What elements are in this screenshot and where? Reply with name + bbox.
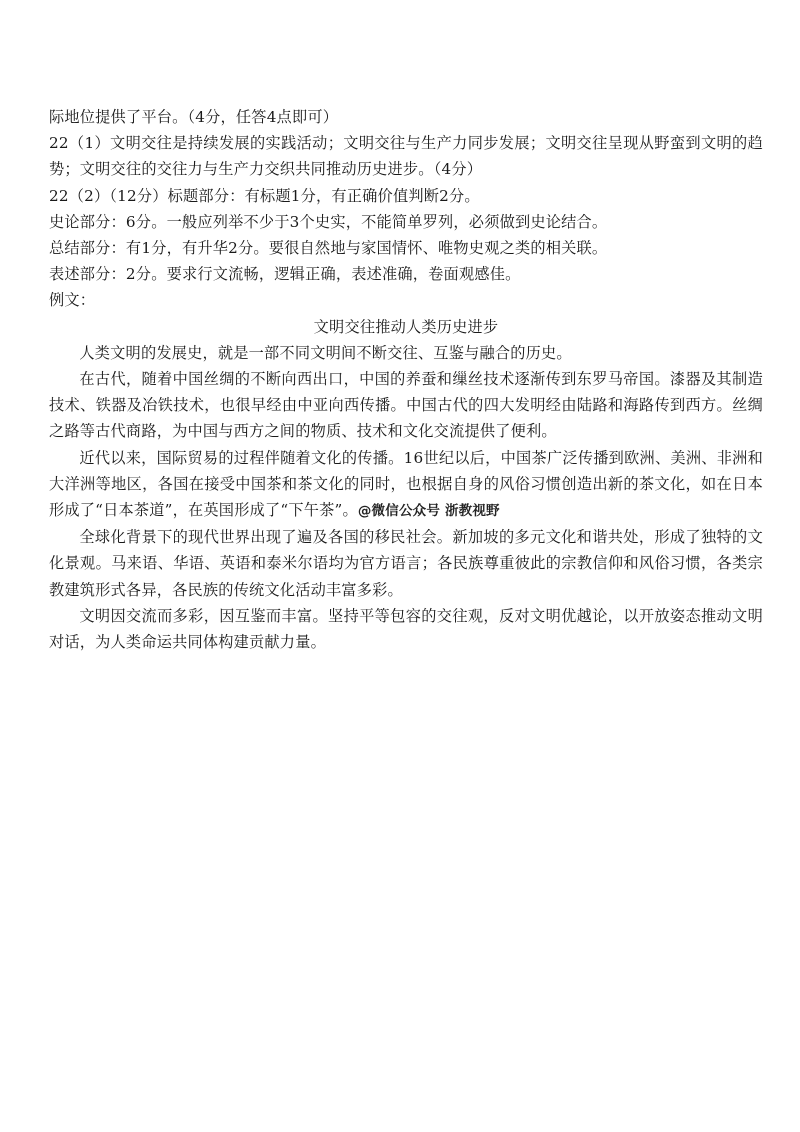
essay-paragraph-intro: 人类文明的发展史，就是一部不同文明间不断交往、互鉴与融合的历史。: [79, 343, 572, 362]
answer-line-22-2: 22（2）（12分）标题部分：有标题1分，有正确价值判断2分。: [49, 186, 480, 205]
document-page: [49, 104, 763, 655]
answer-line-1: 际地位提供了平台。（4分，任答4点即可）: [49, 108, 339, 126]
essay-paragraph-globalization: 全球化背景下的现代世界出现了遍及各国的移民社会。新加坡的多元文化和谐共处，形成了独特的文化景观。马来语、华语、英语和泰米尔语均为官方语言；各民族尊重彼此的宗教信仰和风俗习惯，各类宗教建筑形式各异，各民族的传统文化活动丰富多彩。: [49, 528, 763, 599]
essay-title: 文明交往推动人类历史进步: [313, 317, 499, 336]
essay-paragraph-conclusion: 文明因交流而多彩，因互鉴而丰富。坚持平等包容的交往观，反对文明优越论，以开放姿态推动文明对话，为人类命运共同体构建贡献力量。: [49, 606, 763, 652]
essay-paragraph-ancient: 在古代，随着中国丝绸的不断向西出口，中国的养蚕和缫丝技术逐渐传到东罗马帝国。漆器及其制造技术、铁器及冶铁技术，也很早经由中亚向西传播。中国古代的四大发明经由陆路和海路传到西方。丝绸之路等古代商路，为中国与西方之间的物质、技术和文化交流提供了便利。: [49, 370, 763, 441]
essay-paragraph-modern: [49, 445, 763, 525]
scoring-history-part: 史论部分：6分。一般应列举不少于3个史实，不能简单罗列，必须做到史论结合。: [49, 212, 608, 231]
answer-line-22-1: 22（1）文明交往是持续发展的实践活动；文明交往与生产力同步发展；文明交往呈现从野蛮到文明的趋势；文明交往的交往力与生产力交织共同推动历史进步。（4分）: [49, 134, 763, 179]
watermark-text: @微信公众号 浙教视野: [357, 503, 500, 520]
scoring-summary-part: 总结部分：有1分，有升华2分。要很自然地与家国情怀、唯物史观之类的相关联。: [49, 239, 608, 258]
essay-paragraph-modern-text: 近代以来，国际贸易的过程伴随着文化的传播。16世纪以后，中国茶广泛传播到欧洲、美洲、非洲和大洋洲等地区，各国在接受中国茶和茶文化的同时，也根据自身的风俗习惯创造出新的茶文化，如在日本形成了“日本茶道”，在英国形成了“下午茶”。: [49, 448, 763, 520]
example-label: 例文：: [49, 291, 96, 310]
scoring-expression-part: 表述部分：2分。要求行文流畅，逻辑正确，表述准确，卷面观感佳。: [49, 265, 521, 284]
